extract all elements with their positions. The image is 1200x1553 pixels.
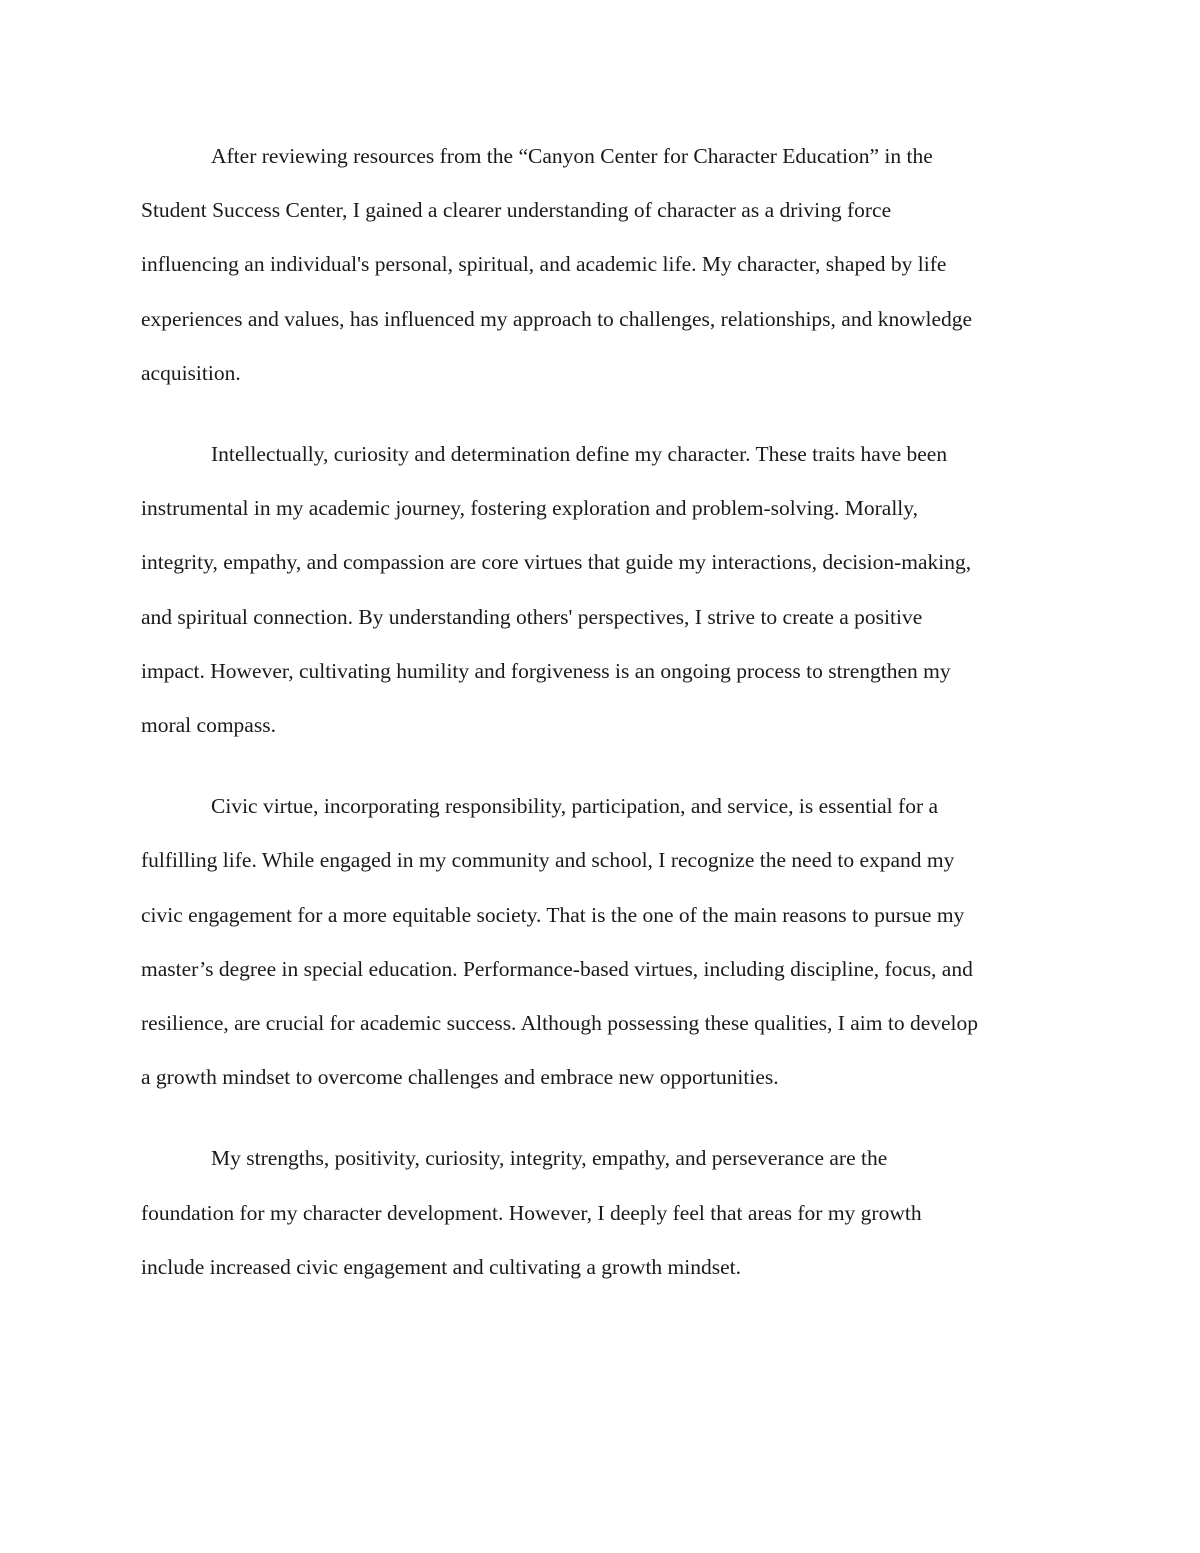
paragraph-civic-performance: Civic virtue, incorporating responsibility, participation, and service, is essential for a fulfilling life. While engaged in my community and school, I recognize the need to expand my civic engagement for a more equitable society. That is the one of the main reasons to pursue my master’s degree in special education. Performance-based virtues, including discipline, focus, and resilience, are crucial for academic success. Although possessing these qualities, I aim to develop a growth mindset to overcome challenges and embrace new opportunities. [141, 794, 979, 1090]
paragraph-character-education: After reviewing resources from the “Canyon Center for Character Education” in the Student Success Center, I gained a clearer understanding of character as a driving force influencing an individual's personal, spiritual, and academic life. My character, shaped by life experiences and values, has influenced my approach to challenges, relationships, and knowledge acquisition. [141, 144, 973, 385]
paragraph-strengths-growth: My strengths, positivity, curiosity, integrity, empathy, and perseverance are the foundation for my character development. However, I deeply feel that areas for my growth include increased civic engagement and cultivating a growth mindset. [141, 1146, 922, 1279]
paragraph-intellectual-moral: Intellectually, curiosity and determination define my character. These traits have been instrumental in my academic journey, fostering exploration and problem-solving. Morally, integrity, empathy, and compassion are core virtues that guide my interactions, decision-making, and spiritual connection. By understanding others' perspectives, I strive to create a positive impact. However, cultivating humility and forgiveness is an ongoing process to strengthen my moral compass. [141, 442, 972, 738]
document-body [141, 129, 1066, 1321]
